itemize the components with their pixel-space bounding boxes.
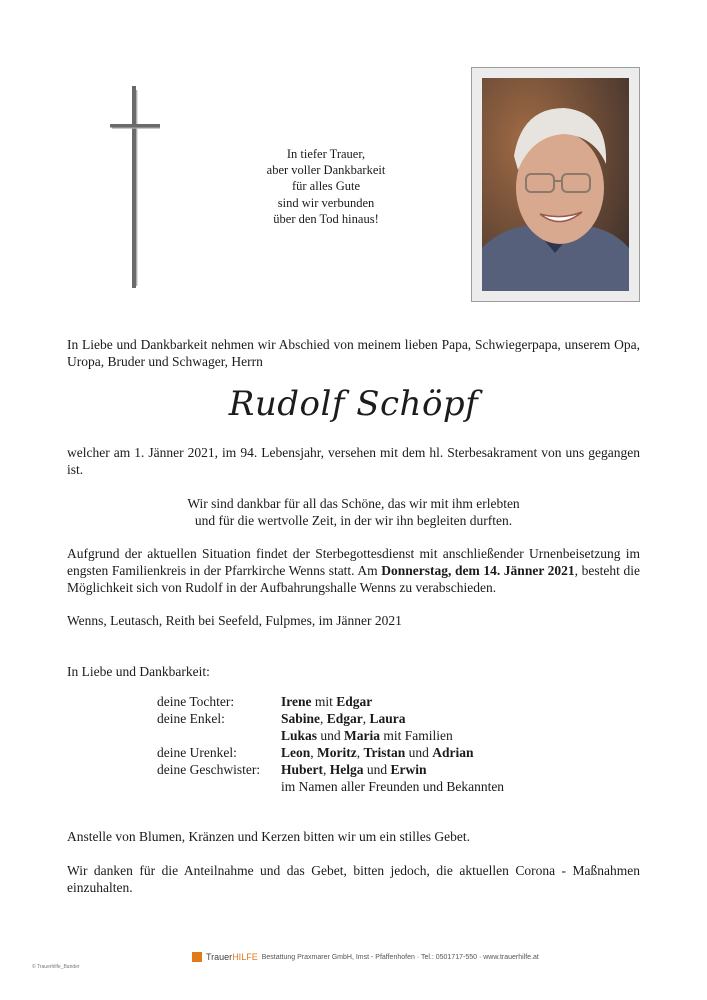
relation-label: deine Geschwister: bbox=[157, 762, 261, 777]
death-notice: welcher am 1. Jänner 2021, im 94. Lebensjahr, versehen mit dem hl. Sterbesakrament von uns gegangen ist. bbox=[67, 445, 640, 477]
mourner-name: Maria bbox=[344, 728, 381, 743]
connector: , bbox=[356, 745, 364, 760]
mourners-list bbox=[157, 693, 504, 795]
logo-text-a: Trauer bbox=[206, 952, 233, 962]
footer bbox=[192, 952, 539, 962]
intro-paragraph: In Liebe und Dankbarkeit nehmen wir Abschied von meinem lieben Papa, Schwiegerpapa, unserem Opa, Uropa, Bruder und Schwager, Herrn bbox=[67, 337, 640, 369]
mourner-row bbox=[157, 744, 504, 761]
poem bbox=[236, 146, 416, 227]
poem-line: für alles Gute bbox=[291, 179, 361, 194]
connector: mit Familien bbox=[380, 728, 453, 743]
relation-label-empty bbox=[157, 727, 281, 744]
service-date: Donnerstag, dem 14. Jänner 2021 bbox=[381, 563, 575, 578]
place-date: Wenns, Leutasch, Reith bei Seefeld, Fulpmes, im Jänner 2021 bbox=[67, 613, 402, 628]
mourner-name: Tristan bbox=[363, 745, 406, 760]
mourner-names bbox=[281, 761, 427, 778]
copyright: © Trauerhilfe_Bander bbox=[32, 964, 80, 970]
connector: und bbox=[363, 762, 391, 777]
connector: und bbox=[405, 745, 433, 760]
mourner-name: Hubert bbox=[281, 762, 323, 777]
connector: , bbox=[362, 711, 370, 726]
connector: , bbox=[310, 745, 318, 760]
quote bbox=[0, 495, 707, 529]
footer-company: Bestattung Praxmarer GmbH, Imst - Pfaffenhofen · Tel.: 0501717-550 · www.trauerhilfe.at bbox=[261, 953, 539, 961]
mourner-name: Edgar bbox=[336, 694, 373, 709]
portrait-photo bbox=[482, 78, 629, 291]
mourner-name: Helga bbox=[329, 762, 364, 777]
poem-line: aber voller Dankbarkeit bbox=[266, 163, 386, 178]
closing-love: In Liebe und Dankbarkeit: bbox=[67, 664, 210, 679]
poem-line: In tiefer Trauer, bbox=[286, 147, 366, 161]
mourner-names bbox=[281, 693, 372, 710]
mourner-name: Moritz bbox=[317, 745, 357, 760]
portrait-illustration bbox=[482, 78, 629, 291]
portrait-frame bbox=[471, 67, 640, 302]
mourner-name: Irene bbox=[281, 694, 312, 709]
connector: , bbox=[323, 762, 330, 777]
poem-line: sind wir verbunden bbox=[277, 195, 375, 210]
quote-line: Wir sind dankbar für all das Schöne, das wir mit ihm erlebten bbox=[187, 496, 520, 511]
mourner-row bbox=[157, 761, 504, 778]
mourner-row bbox=[157, 710, 504, 727]
mourner-others: im Namen aller Freunden und Bekannten bbox=[281, 779, 505, 794]
logo-text-b: HILFE bbox=[232, 952, 258, 962]
mourner-name: Lukas bbox=[281, 728, 318, 743]
thanks-paragraph: Wir danken für die Anteilnahme und das Gebet, bitten jedoch, die aktuellen Corona - Maßnahmen einzuhalten. bbox=[67, 863, 640, 895]
mourner-names bbox=[281, 744, 474, 761]
mourner-name: Leon bbox=[281, 745, 311, 760]
flowers-request: Anstelle von Blumen, Kränzen und Kerzen bitten wir um ein stilles Gebet. bbox=[67, 829, 471, 844]
connector: und bbox=[317, 728, 345, 743]
mourner-name: Erwin bbox=[390, 762, 427, 777]
mourner-names bbox=[281, 727, 453, 744]
mourner-name: Sabine bbox=[281, 711, 321, 726]
mourner-row bbox=[157, 727, 504, 744]
cross-icon bbox=[110, 86, 160, 288]
trauerhilfe-logo-icon bbox=[192, 952, 202, 962]
poem-line: über den Tod hinaus! bbox=[273, 211, 379, 226]
connector: mit bbox=[311, 694, 337, 709]
mourner-row bbox=[157, 693, 504, 710]
mourner-names bbox=[281, 710, 406, 727]
service-paragraph bbox=[67, 545, 640, 596]
deceased-name: Rudolf Schöpf bbox=[228, 384, 479, 424]
relation-label: deine Tochter: bbox=[157, 694, 235, 709]
mourner-name: Laura bbox=[369, 711, 406, 726]
relation-label: deine Urenkel: bbox=[157, 745, 237, 760]
relation-label: deine Enkel: bbox=[157, 711, 225, 726]
service-text-end: , besteht die Möglichkeit sich von Rudolf in der Aufbahrungshalle Wenns zu verabschieden. bbox=[67, 563, 640, 595]
mourner-row bbox=[157, 778, 504, 795]
mourner-name: Edgar bbox=[326, 711, 363, 726]
quote-line: und für die wertvolle Zeit, in der wir ihn begleiten durften. bbox=[194, 513, 513, 528]
service-text: Aufgrund der aktuellen Situation findet der Sterbegottesdienst mit anschließender Urnenbeisetzung im engsten Familienkreis in der Pfarrkirche Wenns statt. Am bbox=[67, 546, 640, 578]
trauerhilfe-logo bbox=[206, 952, 258, 962]
connector: , bbox=[320, 711, 327, 726]
relation-label-empty bbox=[157, 778, 281, 795]
mourner-name: Adrian bbox=[432, 745, 474, 760]
